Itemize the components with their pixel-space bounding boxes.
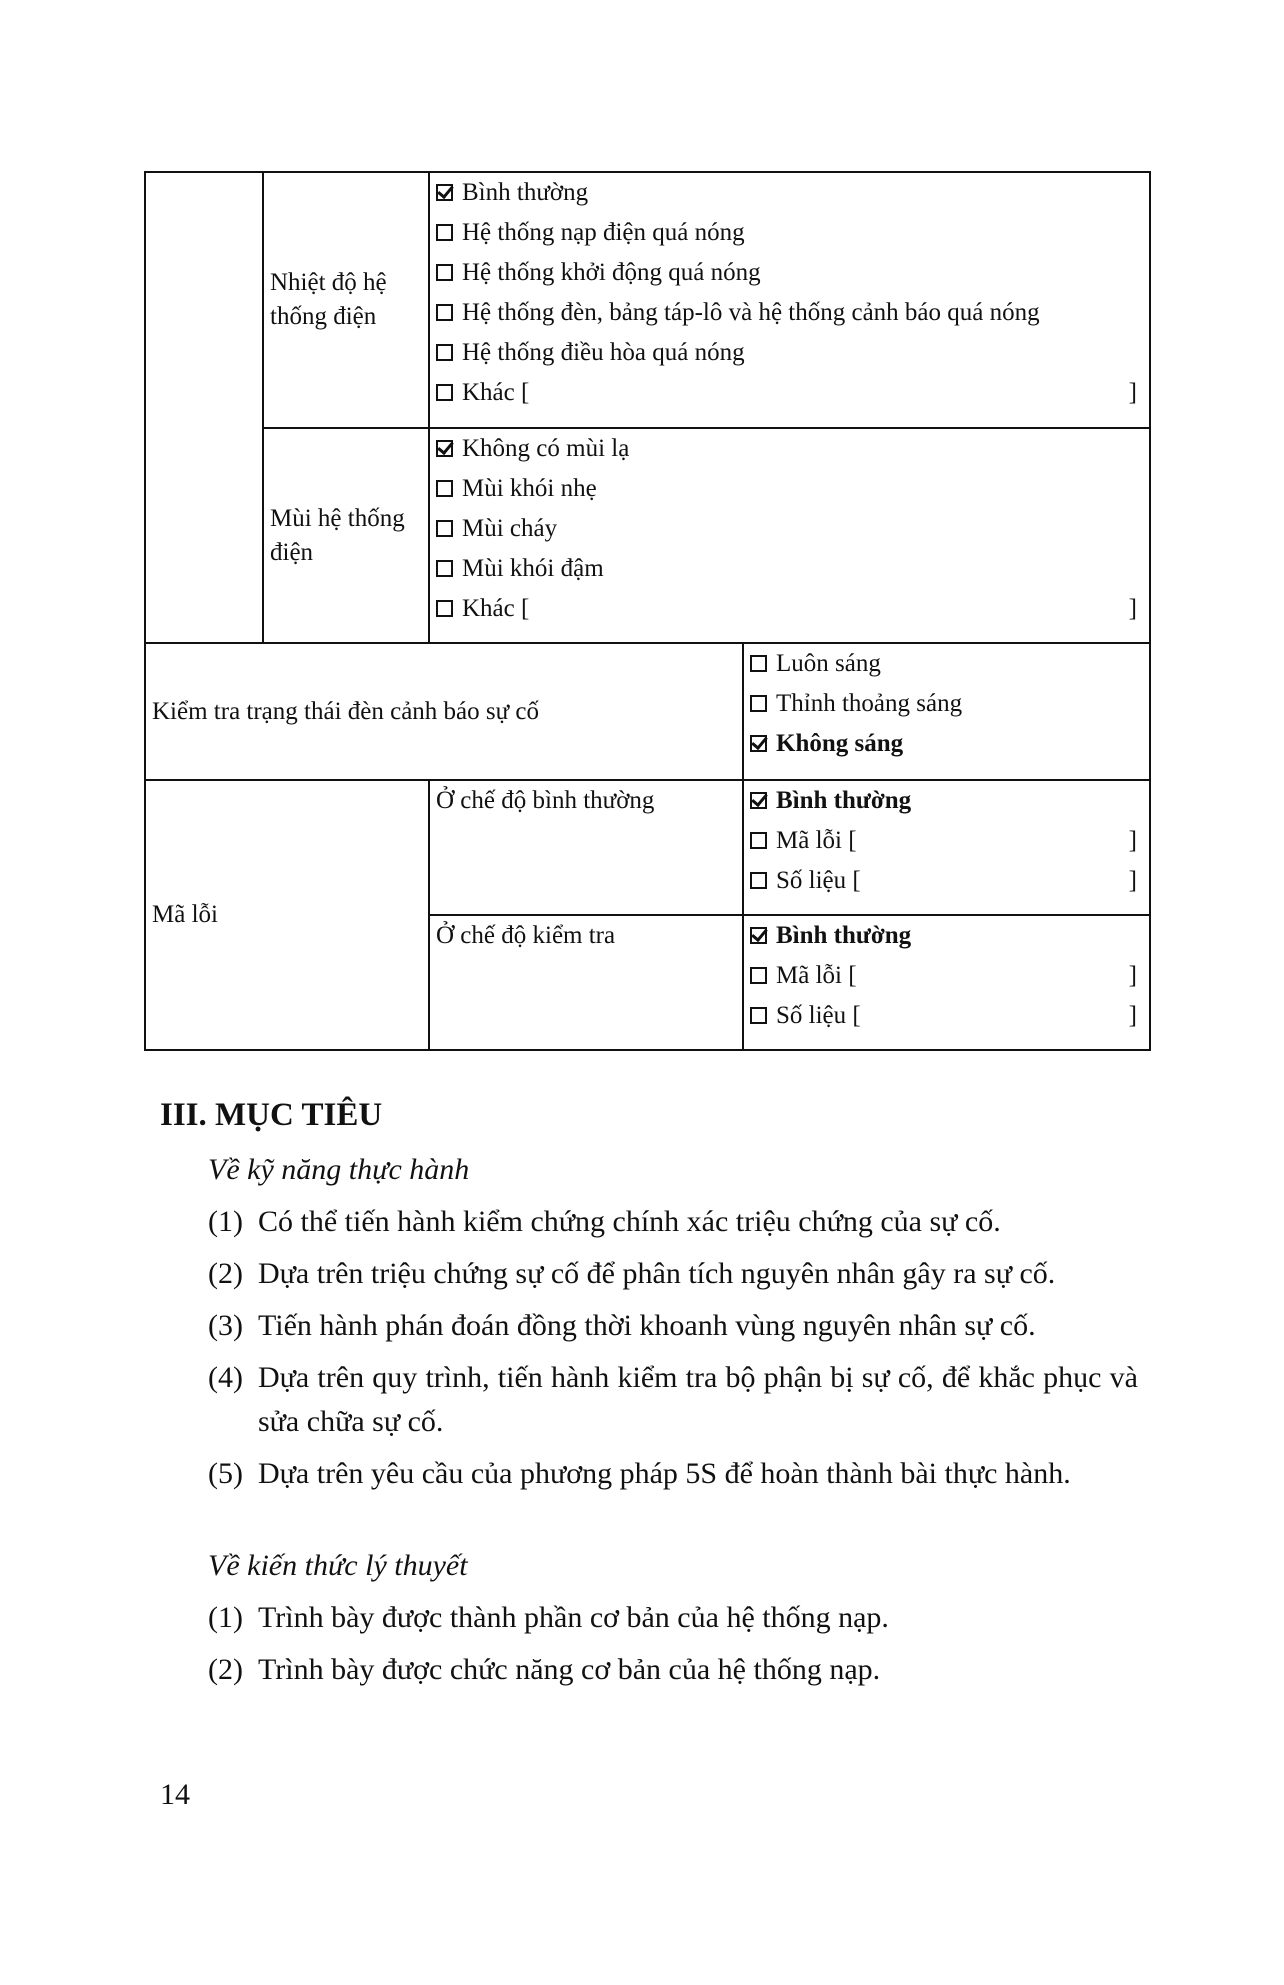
list-item — [208, 1648, 1138, 1692]
item-number: (5) — [208, 1457, 243, 1490]
checkbox-icon — [436, 264, 453, 281]
checkbox-option — [436, 589, 1143, 629]
test-mode-label: Ở chế độ kiểm tra — [429, 915, 743, 1050]
item-text: Trình bày được chức năng cơ bản của hệ thống nạp. — [258, 1653, 881, 1686]
item-number: (3) — [208, 1309, 243, 1342]
item-text: Có thể tiến hành kiểm chứng chính xác triệu chứng của sự cố. — [258, 1205, 1001, 1238]
list-item — [208, 1452, 1138, 1496]
checked-box-icon — [750, 735, 767, 752]
section-heading: III. MỤC TIÊU — [160, 1097, 383, 1133]
item-number: (1) — [208, 1205, 243, 1238]
option-label: Hệ thống nạp điện quá nóng — [462, 219, 745, 246]
option-label: Hệ thống khởi động quá nóng — [462, 259, 761, 286]
checked-box-icon — [750, 927, 767, 944]
checkbox-icon — [436, 480, 453, 497]
checkbox-icon — [436, 384, 453, 401]
checkbox-option — [750, 684, 1143, 724]
item-number: (2) — [208, 1653, 243, 1686]
checkbox-option — [436, 253, 1143, 293]
checkbox-option — [750, 644, 1143, 684]
checkbox-option — [750, 956, 1143, 996]
checkbox-option — [750, 781, 1143, 821]
checkbox-icon — [436, 520, 453, 537]
checkbox-icon — [436, 344, 453, 361]
item-text: Tiến hành phán đoán đồng thời khoanh vùng nguyên nhân sự cố. — [258, 1309, 1036, 1342]
item-number: (2) — [208, 1257, 243, 1290]
checkbox-icon — [750, 1007, 767, 1024]
checked-box-icon — [750, 792, 767, 809]
option-label: Khác [ — [462, 595, 530, 622]
code-label: Mã lỗi — [145, 780, 429, 1050]
theory-title: Về kiến thức lý thuyết — [208, 1549, 468, 1582]
checkbox-option — [436, 173, 1143, 213]
normal-mode-options — [743, 780, 1150, 915]
item-number: (4) — [208, 1361, 243, 1394]
checkbox-icon — [750, 695, 767, 712]
lamp-options — [743, 643, 1150, 780]
checkbox-option — [436, 333, 1143, 373]
page-number: 14 — [160, 1778, 190, 1811]
checkbox-icon — [436, 304, 453, 321]
close-bracket: ] — [1128, 867, 1137, 894]
option-label: Thỉnh thoảng sáng — [776, 690, 963, 717]
checkbox-option — [436, 429, 1143, 469]
test-mode-options — [743, 915, 1150, 1050]
list-item — [208, 1200, 1138, 1244]
checkbox-option — [436, 293, 1143, 333]
temp-label: Nhiệt độ hệ thống điện — [263, 172, 429, 428]
option-label: Hệ thống đèn, bảng táp-lô và hệ thống cảnh báo quá nóng — [462, 299, 1040, 326]
option-label: Bình thường — [776, 922, 912, 949]
option-label: Số liệu [ — [776, 867, 861, 894]
list-item — [208, 1596, 1138, 1640]
option-label: Hệ thống điều hòa quá nóng — [462, 339, 745, 366]
option-label: Không sáng — [776, 730, 904, 757]
list-item — [208, 1304, 1138, 1348]
blank-cell — [145, 172, 263, 643]
item-number: (1) — [208, 1601, 243, 1634]
option-label: Mã lỗi [ — [776, 962, 857, 989]
option-label: Mùi khói nhẹ — [462, 475, 597, 502]
item-text: Dựa trên yêu cầu của phương pháp 5S để hoàn thành bài thực hành. — [258, 1457, 1071, 1490]
checkbox-option — [750, 821, 1143, 861]
temp-options — [429, 172, 1150, 428]
checkbox-option — [436, 373, 1143, 413]
smell-label: Mùi hệ thống điện — [263, 428, 429, 643]
close-bracket: ] — [1128, 379, 1137, 406]
checkbox-icon — [750, 655, 767, 672]
option-label: Mùi cháy — [462, 515, 558, 542]
skills-title: Về kỹ năng thực hành — [208, 1153, 470, 1186]
smell-options — [429, 428, 1150, 643]
close-bracket: ] — [1128, 827, 1137, 854]
checked-box-icon — [436, 440, 453, 457]
close-bracket: ] — [1128, 1002, 1137, 1029]
item-text: Dựa trên quy trình, tiến hành kiểm tra bộ phận bị sự cố, để khắc phục và sửa chữa sự cố. — [258, 1361, 1138, 1438]
option-label: Bình thường — [462, 179, 589, 206]
option-label: Mùi khói đậm — [462, 555, 604, 582]
option-label: Bình thường — [776, 787, 912, 814]
list-item — [208, 1252, 1138, 1296]
option-label: Mã lỗi [ — [776, 827, 857, 854]
checkbox-icon — [436, 600, 453, 617]
normal-mode-label: Ở chế độ bình thường — [429, 780, 743, 915]
list-item — [208, 1356, 1138, 1444]
checkbox-icon — [436, 560, 453, 577]
checkbox-icon — [436, 224, 453, 241]
checkbox-option — [436, 549, 1143, 589]
checkbox-option — [436, 509, 1143, 549]
item-text: Dựa trên triệu chứng sự cố để phân tích nguyên nhân gây ra sự cố. — [258, 1257, 1056, 1290]
checkbox-option — [436, 469, 1143, 509]
option-label: Luôn sáng — [776, 650, 881, 677]
checkbox-option — [750, 916, 1143, 956]
item-text: Trình bày được thành phần cơ bản của hệ thống nạp. — [258, 1601, 889, 1634]
checkbox-icon — [750, 872, 767, 889]
checkbox-option — [750, 996, 1143, 1036]
option-label: Khác [ — [462, 379, 530, 406]
close-bracket: ] — [1128, 595, 1137, 622]
inspection-table — [144, 171, 1151, 1051]
lamp-label: Kiểm tra trạng thái đèn cảnh báo sự cố — [145, 643, 743, 780]
checked-box-icon — [436, 184, 453, 201]
checkbox-option — [750, 861, 1143, 901]
option-label: Không có mùi lạ — [462, 435, 630, 462]
checkbox-icon — [750, 832, 767, 849]
close-bracket: ] — [1128, 962, 1137, 989]
checkbox-icon — [750, 967, 767, 984]
option-label: Số liệu [ — [776, 1002, 861, 1029]
checkbox-option — [436, 213, 1143, 253]
checkbox-option — [750, 724, 1143, 764]
